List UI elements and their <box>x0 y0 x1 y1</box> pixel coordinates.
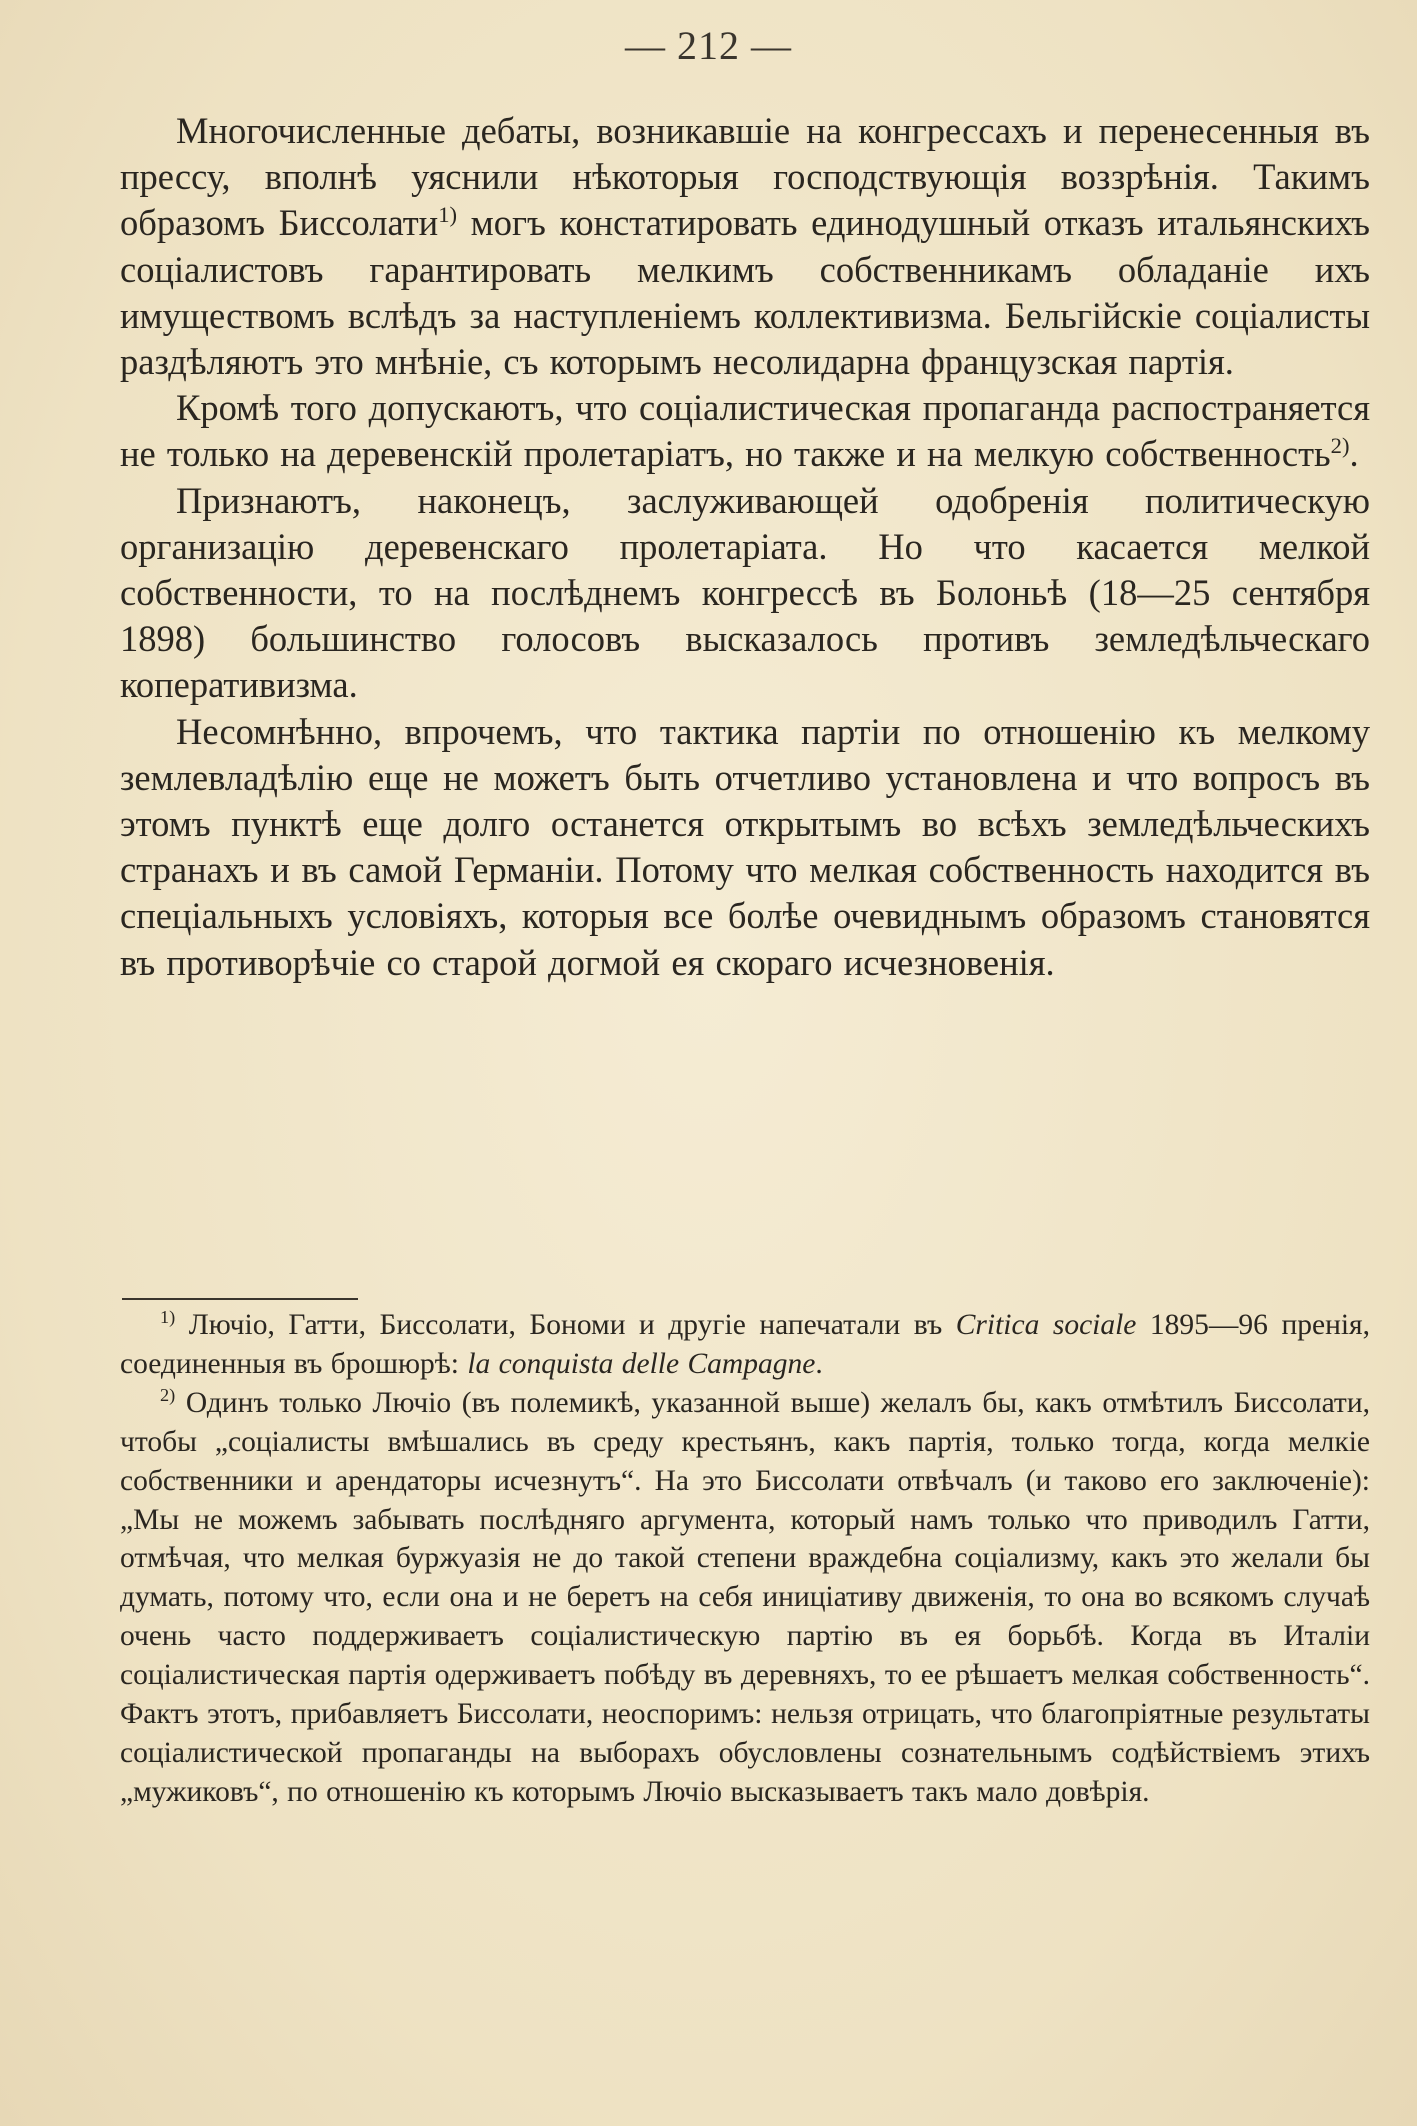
paragraph <box>120 385 1370 477</box>
paragraph-text: Признаютъ, наконецъ, заслуживающей одобренія политическую организацію деревенскаго пролетаріата. Но что касается мелкой собственности, то на послѣднемъ конгрессѣ въ Болоньѣ (18—25 сентября 1898) большинство голосовъ высказалось противъ земледѣльческаго коперативизма. <box>120 479 1370 706</box>
footnote-separator <box>122 1298 358 1300</box>
footnotes <box>120 1306 1370 1812</box>
footnote-reference: 2) <box>1330 433 1350 459</box>
footnote-text: . <box>815 1347 823 1380</box>
paragraph <box>120 478 1370 709</box>
footnote-italic-title: Critica sociale <box>955 1309 1137 1341</box>
paragraph <box>120 108 1370 385</box>
footnote-marker: 2) <box>160 1384 176 1405</box>
footnote-text: Одинъ только Лючіо (въ полемикѣ, указанной выше) желалъ бы, какъ отмѣтилъ Биссолати, чтобы „соціалисты вмѣшались въ среду крестьянъ, какъ партія, только тогда, когда мелкіе собственники и арендаторы исчезнутъ“. На это Биссолати отвѣчалъ (и таково его заключеніе): „Мы не можемъ забывать послѣдняго аргумента, который намъ только что приводилъ Гатти, отмѣчая, что мелкая буржуазія не до такой степени враждебна соціализму, какъ это желали бы думать, потому что, если она и не беретъ на себя иниціативу движенія, то она во всякомъ случаѣ очень часто поддерживаетъ соціалистическую партію въ ея борьбѣ. Когда въ Италіи соціалистическая партія одерживаетъ побѣду въ деревняхъ, то ее рѣшаетъ мелкая собственность“. Фактъ этотъ, прибавляетъ Биссолати, неоспоримъ: нельзя отрицать, что благопріятные результаты соціалистической пропаганды на выборахъ обусловлены сознательнымъ содѣйствіемъ этихъ „мужиковъ“, по отношенію къ которымъ Лючіо высказываетъ такъ мало довѣрія. <box>120 1386 1370 1808</box>
page-number: — 212 — <box>625 23 792 68</box>
paragraph-text: могъ констатировать единодушный отказъ итальянскихъ соціалистовъ гарантировать мелкимъ собственникамъ обладаніе ихъ имуществомъ вслѣдъ за наступленіемъ коллективизма. Бельгійскіе соціалисты раздѣляютъ это мнѣніе, съ которымъ несолидарна французская партія. <box>120 202 1370 383</box>
paragraph <box>120 709 1370 986</box>
footnote-reference: 1) <box>438 202 458 228</box>
footnote-text: Лючіо, Гатти, Биссолати, Бономи и другіе напечатали въ <box>175 1309 956 1341</box>
paragraph-text: . <box>1349 433 1359 475</box>
footnote-marker: 1) <box>160 1307 176 1328</box>
footnote-italic-title: la conquista delle Campagne <box>467 1347 816 1380</box>
paragraph-text: Несомнѣнно, впрочемъ, что тактика партіи по отношенію къ мелкому землевладѣлію еще не можетъ быть отчетливо установлена и что вопросъ въ этомъ пунктѣ еще долго останется открытымъ во всѣхъ земледѣльческихъ странахъ и въ самой Германіи. Потому что мелкая собственность находится въ спеціальныхъ условіяхъ, которыя все болѣе очевиднымъ образомъ становятся въ противорѣчіе со старой догмой ея скораго исчезновенія. <box>120 710 1370 983</box>
footnote <box>120 1306 1370 1384</box>
main-text <box>120 108 1370 986</box>
footnote-text: 1895—96 пренія, соединенныя въ брошюрѣ: <box>120 1309 1370 1380</box>
paragraph-text: Кромѣ того допускаютъ, что соціалистическая пропаганда распостраняется не только на деревенскій пролетаріатъ, но также и на мелкую собственность <box>120 387 1370 475</box>
paragraph-text: Многочисленные дебаты, возникавшіе на конгрессахъ и перенесенныя въ прессу, вполнѣ уяснили нѣкоторыя господствующія воззрѣнія. Такимъ образомъ Биссолати <box>120 110 1370 244</box>
footnote <box>120 1384 1370 1812</box>
